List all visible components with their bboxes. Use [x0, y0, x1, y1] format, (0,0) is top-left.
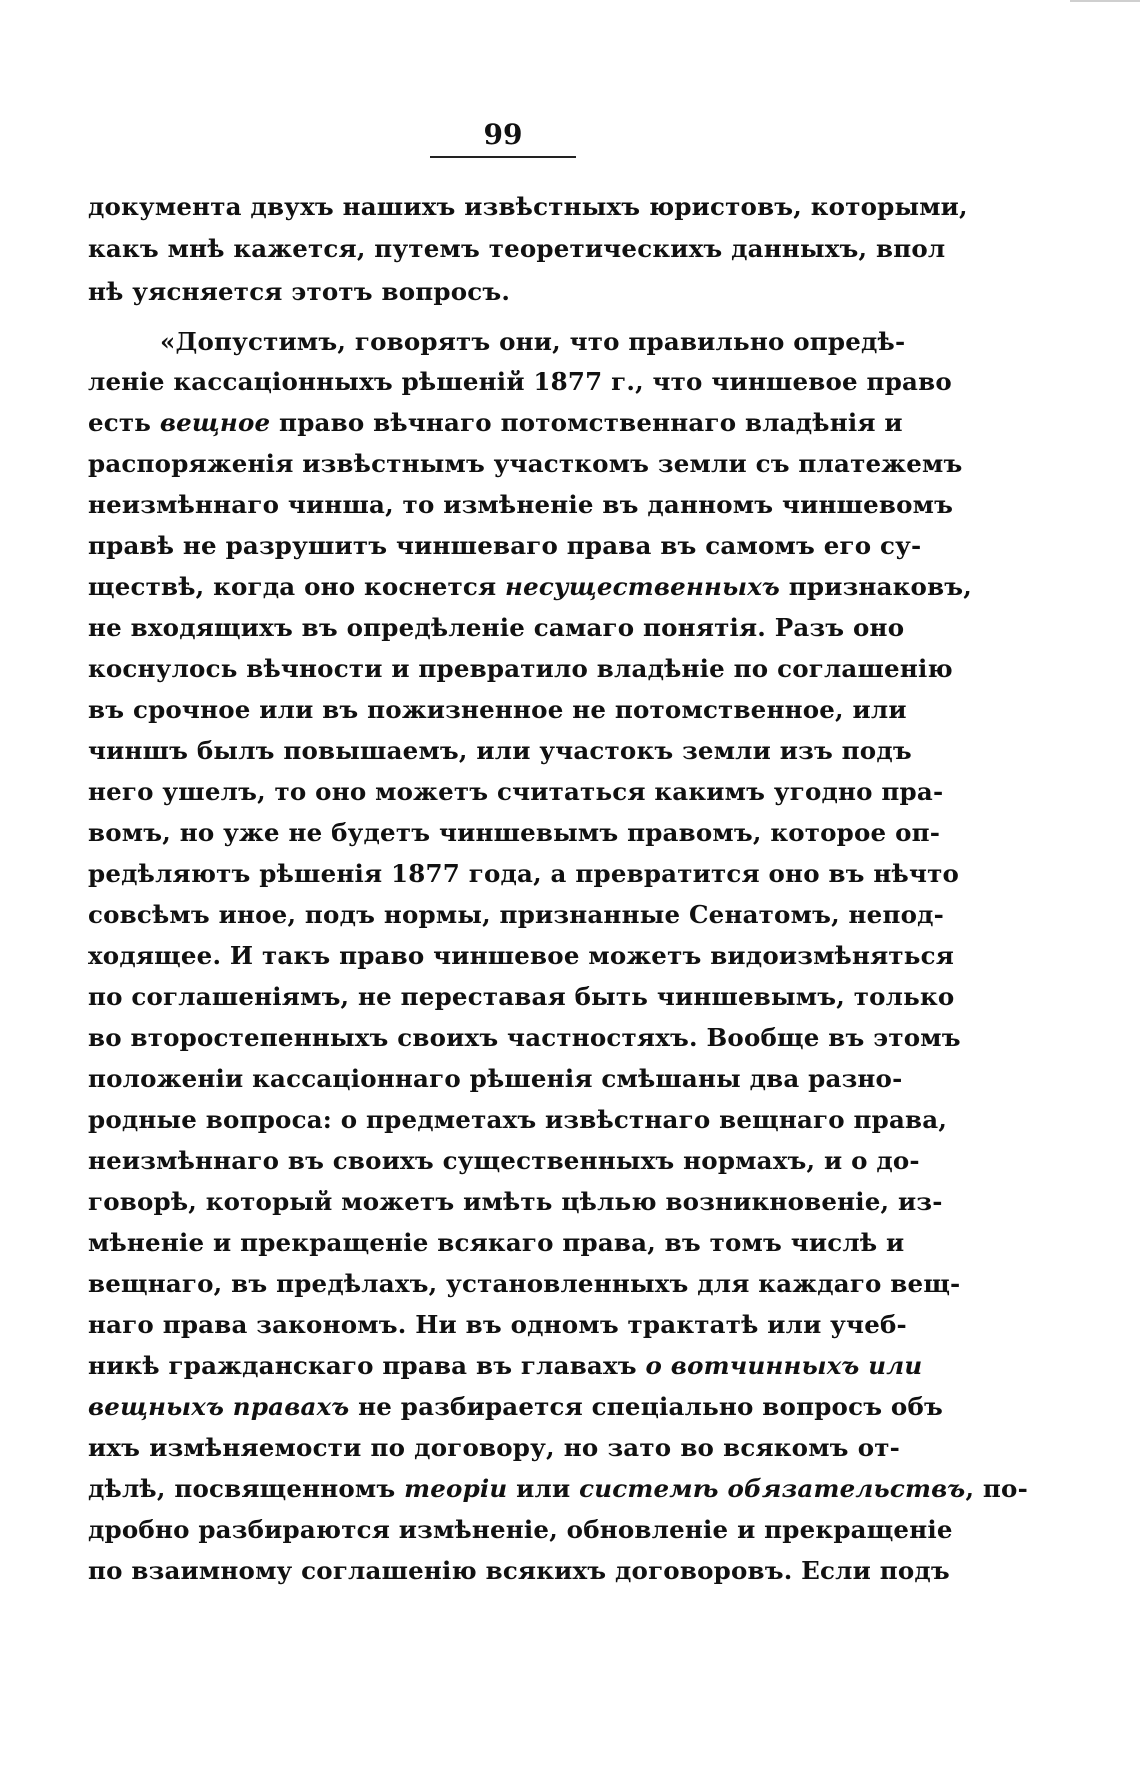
text-segment: ществѣ, когда оно коснется: [88, 572, 506, 601]
text-line: дробно разбираются измѣненіе, обновленіе и прекращеніе: [88, 1515, 953, 1544]
text-line: правѣ не разрушитъ чиншеваго права въ самомъ его су-: [88, 531, 922, 560]
text-line: [88, 408, 903, 438]
text-line: леніе кассаціонныхъ рѣшеній 1877 г., что чиншевое право: [88, 367, 952, 396]
italic-text: теоріи: [404, 1474, 508, 1503]
text-line: редѣляютъ рѣшенія 1877 года, а превратится оно въ нѣчто: [88, 859, 960, 888]
text-line: чиншъ былъ повышаемъ, или участокъ земли изъ подъ: [88, 736, 912, 765]
text-line: въ срочное или въ пожизненное не потомственное, или: [88, 695, 907, 724]
text-line: вещнаго, въ предѣлахъ, установленныхъ для каждаго вещ-: [88, 1269, 961, 1298]
text-line: положеніи кассаціоннаго рѣшенія смѣшаны два разно-: [88, 1064, 903, 1093]
text-line: распоряженія извѣстнымъ участкомъ земли съ платежемъ: [88, 449, 963, 478]
text-line: него ушелъ, то оно можетъ считаться какимъ угодно пра-: [88, 777, 944, 806]
text-line: нѣ уясняется этотъ вопросъ.: [88, 277, 511, 306]
text-segment: дѣлѣ, посвященномъ: [88, 1474, 405, 1503]
text-line: мѣненіе и прекращеніе всякаго права, въ томъ числѣ и: [88, 1228, 905, 1257]
text-line: не входящихъ въ опредѣленіе самаго понятія. Разъ оно: [88, 613, 905, 642]
text-segment: признаковъ,: [780, 572, 973, 601]
text-line: коснулось вѣчности и превратило владѣніе по соглашенію: [88, 654, 953, 683]
text-line: наго права закономъ. Ни въ одномъ трактатѣ или учеб-: [88, 1310, 907, 1339]
text-line: вомъ, но уже не будетъ чиншевымъ правомъ, которое оп-: [88, 818, 941, 847]
text-segment: никѣ гражданскаго права въ главахъ: [88, 1351, 646, 1380]
text-segment: право вѣчнаго потомственнаго владѣнія и: [270, 408, 903, 437]
text-line: неизмѣннаго въ своихъ существенныхъ нормахъ, и о до-: [88, 1146, 920, 1175]
text-line: родные вопроса: о предметахъ извѣстнаго вещнаго права,: [88, 1105, 948, 1134]
page-number: 99: [483, 118, 523, 151]
italic-text: несущественныхъ: [505, 572, 781, 601]
text-line: документа двухъ нашихъ извѣстныхъ юристовъ, которыми,: [88, 192, 968, 221]
text-line: [88, 1351, 923, 1381]
italic-text: вещное: [159, 408, 271, 437]
page-number-rule: [430, 156, 576, 158]
text-line: говорѣ, который можетъ имѣть цѣлью возникновеніе, из-: [88, 1187, 943, 1216]
text-line: совсѣмъ иное, подъ нормы, признанные Сенатомъ, непод-: [88, 900, 945, 929]
text-line: по соглашеніямъ, не переставая быть чиншевымъ, только: [88, 982, 955, 1011]
italic-text: системѣ обязательствъ: [579, 1474, 966, 1503]
italic-text: о вотчинныхъ или: [645, 1351, 923, 1380]
text-segment: есть: [88, 408, 160, 437]
text-line: ихъ измѣняемости по договору, но зато во всякомъ от-: [88, 1433, 900, 1462]
text-segment: не разбирается спеціально вопросъ объ: [349, 1392, 943, 1421]
italic-text: вещныхъ правахъ: [88, 1392, 350, 1421]
text-line: [88, 572, 973, 602]
text-line: неизмѣннаго чинша, то измѣненіе въ данномъ чиншевомъ: [88, 490, 954, 519]
text-line: во второстепенныхъ своихъ частностяхъ. Вообще въ этомъ: [88, 1023, 961, 1052]
text-line: ходящее. И такъ право чиншевое можетъ видоизмѣняться: [88, 941, 955, 970]
text-line: [88, 1392, 943, 1422]
text-line: «Допустимъ, говорятъ они, что правильно опредѣ-: [160, 327, 906, 356]
text-line: какъ мнѣ кажется, путемъ теоретическихъ данныхъ, впол: [88, 234, 946, 263]
text-segment: , по-: [965, 1474, 1028, 1503]
text-line: по взаимному соглашенію всякихъ договоровъ. Если подъ: [88, 1556, 950, 1585]
scan-edge-mark: [1070, 0, 1140, 8]
text-segment: или: [507, 1474, 580, 1503]
text-line: [88, 1474, 1028, 1504]
